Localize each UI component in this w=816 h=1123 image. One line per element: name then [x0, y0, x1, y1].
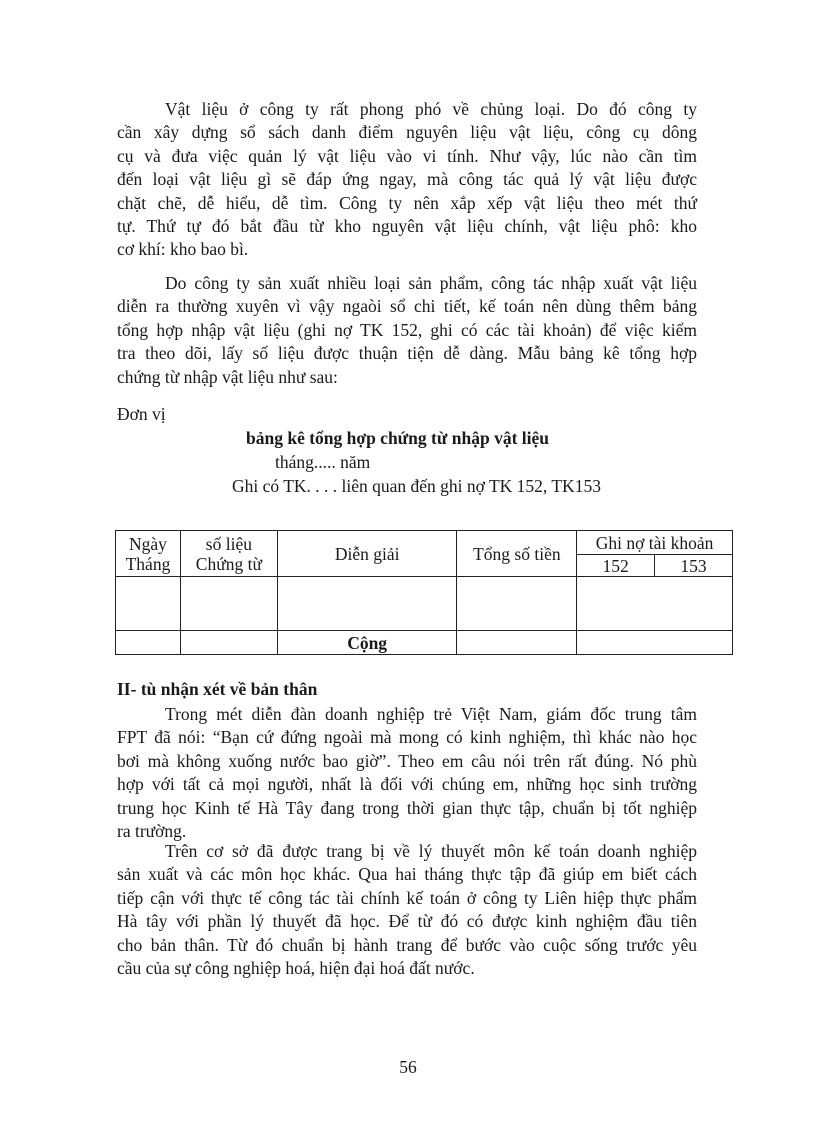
text-line: Hà tây với phần lý thuyết đã học. Để từ đó có được kinh nghiệm đầu tiên: [117, 911, 697, 932]
text-line: trung học Kinh tế Hà Tây đang trong thời gian thực tập, chuẩn bị tốt nghiệp: [117, 797, 697, 818]
text-line: cầu của sự công nghiệp hoá, hiện đại hoá đất nước.: [117, 957, 475, 978]
text-line: tra theo dõi, lấy số liệu được thuận tiện dễ dàng. Mẫu bảng kê tổng hợp: [117, 343, 697, 364]
header-date-line1: Ngày: [129, 533, 167, 554]
text-line: FPT đã nói: “Bạn cứ đứng ngoài mà mong có kinh nghiệm, thì khác nào học: [117, 727, 697, 748]
text-line: bơi mà không xuống nước bao giờ”. Theo em câu nói trên rất đúng. Nó phù: [117, 750, 697, 771]
table-cell: [116, 631, 181, 655]
text-line: cho bản thân. Từ đó chuẩn bị hành trang để bước vào cuộc sống trước yêu: [117, 934, 697, 955]
table-cell: [577, 577, 733, 631]
text-line: Do công ty sản xuất nhiều loại sản phẩm, công tác nhập xuất vật liệu: [165, 273, 697, 293]
header-debit-account: Ghi nợ tài khoản: [577, 531, 733, 555]
text-line: tự. Thứ tự đó bắt đầu từ kho nguyên vật liệu chính, vật liệu phô: kho: [117, 215, 697, 236]
header-date: [116, 531, 181, 577]
header-document-line2: Chứng từ: [195, 553, 262, 574]
text-line: ra trường.: [117, 820, 187, 841]
text-line: sản xuất và các môn học khác. Qua hai tháng thực tập đã giúp em biết cách: [117, 864, 697, 885]
header-total-amount: Tổng số tiền: [457, 531, 577, 577]
table-cell: [577, 631, 733, 655]
text-line: tiếp cận với thực tế công tác tài chính kế toán ở công ty Liên hiệp thực phẩm: [117, 887, 697, 908]
table-header-row: [116, 531, 733, 555]
text-line: Vật liệu ở công ty rất phong phó về chủng loại. Do đó công ty: [165, 99, 697, 119]
table-row: [116, 577, 733, 631]
text-line: cụ và đưa việc quản lý vật liệu vào vi tính. Như vậy, lúc nào cần tìm: [117, 145, 697, 166]
table-total-row: [116, 631, 733, 655]
text-line: cơ khí: kho bao bì.: [117, 239, 249, 260]
section-heading: II- tù nhận xét về bản thân: [117, 679, 318, 699]
table-cell: [116, 577, 181, 631]
import-summary-table: [115, 530, 733, 655]
table-cell: [457, 631, 577, 655]
text-line: đến loại vật liệu gì sẽ đáp ứng ngay, mà công tác quả lý vật liệu được: [117, 169, 697, 190]
table-title: bảng kê tổng hợp chứng từ nhập vật liệu: [246, 428, 549, 448]
table-cell: [457, 577, 577, 631]
header-document-line1: số liệu: [205, 533, 252, 554]
text-line: Trong mét diễn đàn doanh nghiệp trẻ Việt Nam, giám đốc trung tâm: [165, 704, 697, 724]
table-cell: [277, 577, 457, 631]
header-document: [180, 531, 277, 577]
text-line: diễn ra thường xuyên vì vậy ngaòi sổ chi tiết, kế toán nên dùng thêm bảng: [117, 296, 697, 317]
page-number: 56: [399, 1057, 417, 1077]
table-cell: [180, 577, 277, 631]
header-date-line2: Tháng: [125, 553, 171, 574]
unit-label: Đơn vị: [117, 404, 166, 424]
table-cell: [180, 631, 277, 655]
paragraph-import-summary: [117, 272, 697, 389]
text-line: Trên cơ sở đã được trang bị về lý thuyết môn kế toán doanh nghiệp: [165, 841, 697, 861]
paragraph-material-management: [117, 98, 697, 262]
paragraph-conclusion: [117, 840, 697, 980]
header-account-152: 152: [577, 555, 655, 577]
total-label: Cộng: [277, 631, 457, 655]
header-description: Diễn giải: [277, 531, 457, 577]
header-account-153: 153: [655, 555, 733, 577]
text-line: tổng hợp nhập vật liệu (ghi nợ TK 152, ghi có các tài khoản) để việc kiểm: [117, 319, 697, 340]
text-line: chặt chẽ, dễ hiểu, dễ tìm. Công ty nên xắp xếp vật liệu theo mét thứ: [117, 192, 697, 213]
text-line: hợp với tất cả mọi người, nhất là đối với chúng em, những học sinh trường: [117, 774, 697, 795]
paragraph-self-assessment: [117, 703, 697, 843]
text-line: cần xây dựng sổ sách danh điểm nguyên liệu vật liệu, công cụ dông: [117, 122, 697, 143]
text-line: chứng từ nhập vật liệu như sau:: [117, 366, 338, 387]
table-credit-note: Ghi có TK. . . . liên quan đến ghi nợ TK 152, TK153: [232, 476, 601, 496]
table-period: tháng..... năm: [275, 452, 371, 472]
